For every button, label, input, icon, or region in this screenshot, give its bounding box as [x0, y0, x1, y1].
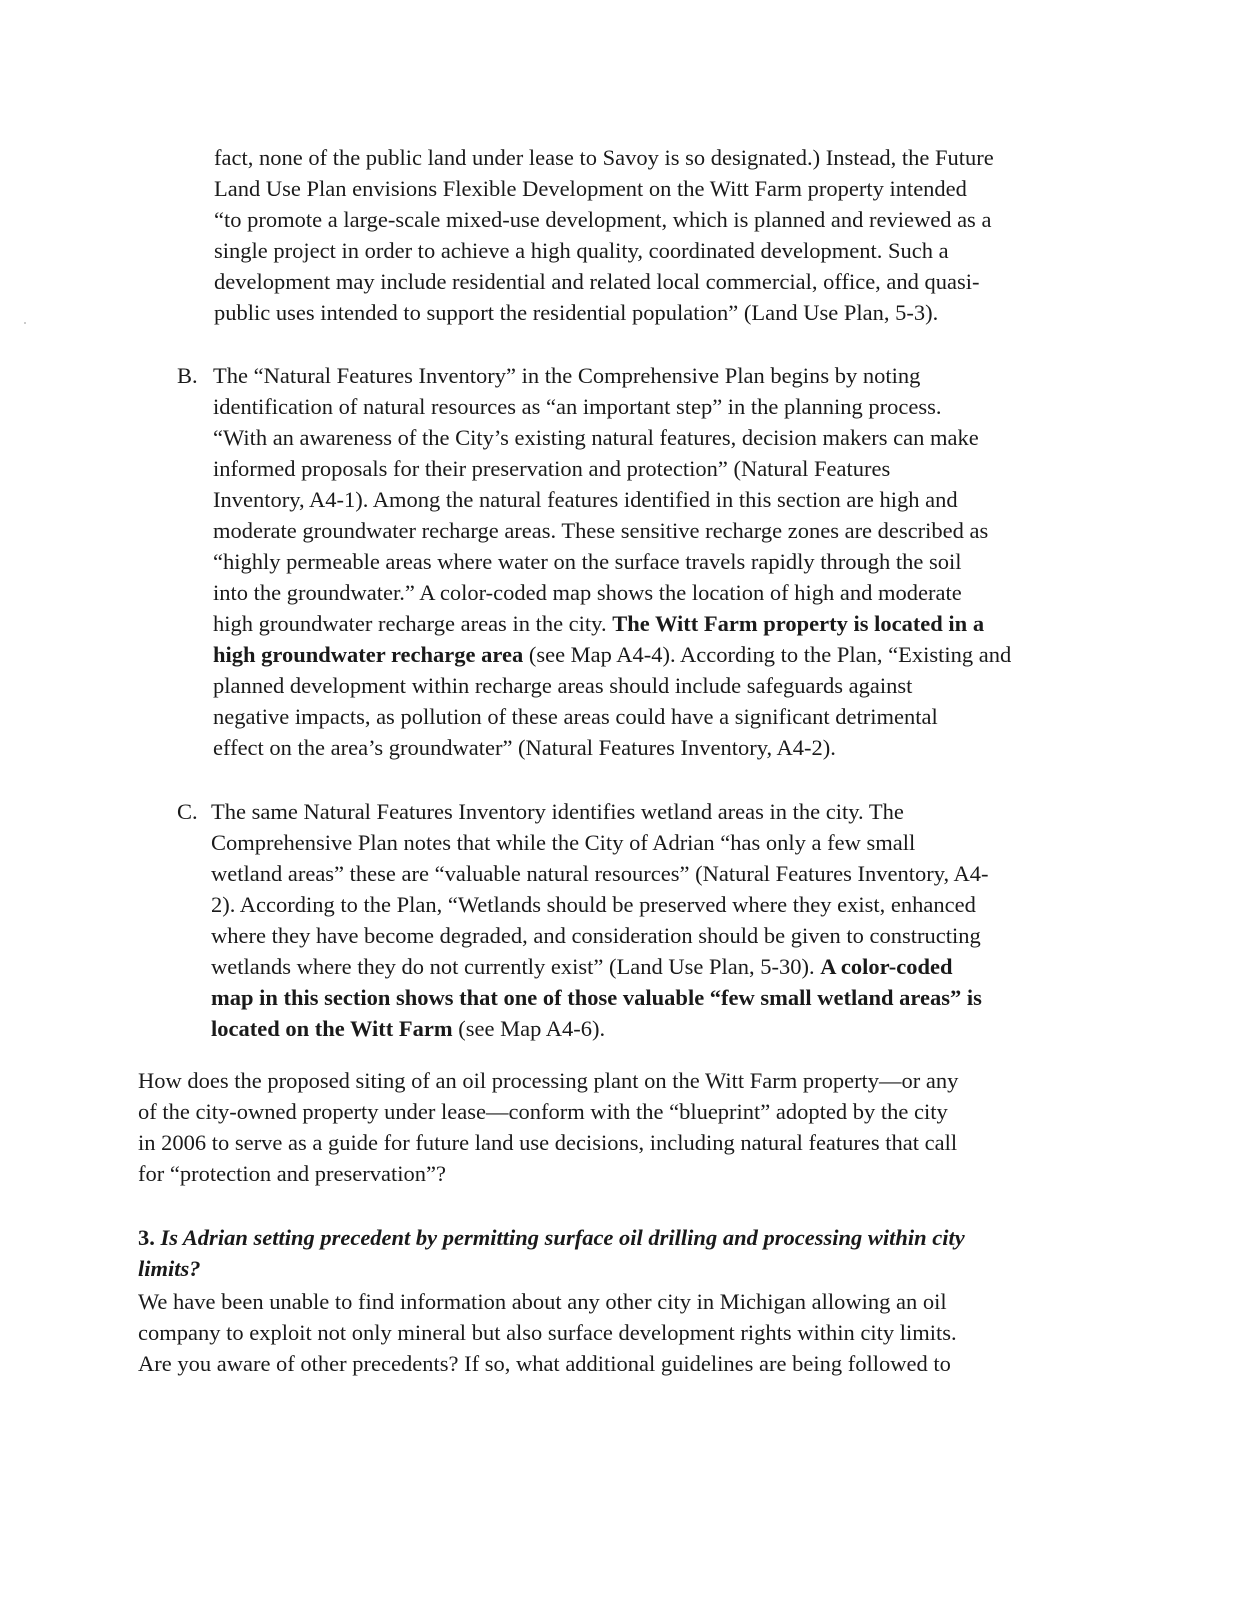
heading-line — [138, 1222, 965, 1253]
text-line: Comprehensive Plan notes that while the City of Adrian “has only a few small — [211, 830, 916, 855]
text-line — [213, 639, 1011, 670]
item-c-paragraph — [211, 796, 989, 1044]
scan-speck — [24, 322, 26, 324]
emphasis-text: A color-coded — [820, 954, 953, 979]
text-line — [211, 982, 989, 1013]
section-number: 3. — [138, 1225, 155, 1250]
text-line: Inventory, A4-1). Among the natural features identified in this section are high and — [213, 487, 958, 512]
text-line: of the city-owned property under lease—conform with the “blueprint” adopted by the city — [138, 1099, 948, 1124]
question-paragraph — [138, 1065, 958, 1189]
text-line: where they have become degraded, and consideration should be given to constructing — [211, 923, 981, 948]
emphasis-text: high groundwater recharge area — [213, 642, 524, 667]
text-line: wetland areas” these are “valuable natural resources” (Natural Features Inventory, A4- — [211, 861, 989, 886]
text-line — [213, 608, 1011, 639]
text-line: “to promote a large-scale mixed-use development, which is planned and reviewed as a — [214, 207, 992, 232]
plain-text: high groundwater recharge areas in the city. — [213, 611, 613, 636]
text-line: We have been unable to find information about any other city in Michigan allowing an oil — [138, 1289, 947, 1314]
text-line: fact, none of the public land under lease to Savoy is so designated.) Instead, the Future — [214, 145, 994, 170]
text-line: Are you aware of other precedents? If so, what additional guidelines are being followed to — [138, 1351, 951, 1376]
text-line: How does the proposed siting of an oil processing plant on the Witt Farm property—or any — [138, 1068, 959, 1093]
text-line: The same Natural Features Inventory identifies wetland areas in the city. The — [211, 799, 904, 824]
emphasis-text: map in this section shows that one of those valuable “few small wetland areas” is — [211, 985, 982, 1010]
text-line: The “Natural Features Inventory” in the Comprehensive Plan begins by noting — [213, 363, 921, 388]
section-title: Is Adrian setting precedent by permitting surface oil drilling and processing within city — [160, 1225, 965, 1250]
plain-text: (see Map A4-4). According to the Plan, “Existing and — [523, 642, 1012, 667]
text-line: into the groundwater.” A color-coded map shows the location of high and moderate — [213, 580, 962, 605]
section-title-continued: limits? — [138, 1256, 201, 1281]
list-marker-c: C. — [177, 799, 198, 824]
text-line: negative impacts, as pollution of these areas could have a significant detrimental — [213, 704, 938, 729]
plain-text: (see Map A4-6). — [452, 1016, 606, 1041]
text-line: development may include residential and related local commercial, office, and quasi- — [214, 269, 980, 294]
text-line: public uses intended to support the residential population” (Land Use Plan, 5-3). — [214, 300, 939, 325]
text-line: effect on the area’s groundwater” (Natural Features Inventory, A4-2). — [213, 735, 836, 760]
text-line: moderate groundwater recharge areas. These sensitive recharge zones are described as — [213, 518, 989, 543]
text-line: in 2006 to serve as a guide for future land use decisions, including natural features that call — [138, 1130, 958, 1155]
emphasis-text: located on the Witt Farm — [211, 1016, 453, 1041]
item-b-paragraph — [213, 360, 1011, 763]
text-line: for “protection and preservation”? — [138, 1161, 446, 1186]
text-line: Land Use Plan envisions Flexible Development on the Witt Farm property intended — [214, 176, 967, 201]
list-marker-b: B. — [177, 363, 198, 388]
text-line: “With an awareness of the City’s existing natural features, decision makers can make — [213, 425, 979, 450]
text-line: 2). According to the Plan, “Wetlands should be preserved where they exist, enhanced — [211, 892, 976, 917]
emphasis-text: The Witt Farm property is located in a — [612, 611, 985, 636]
section-3-heading — [138, 1222, 965, 1284]
text-line: informed proposals for their preservation and protection” (Natural Features — [213, 456, 891, 481]
intro-paragraph — [214, 142, 994, 328]
text-line: planned development within recharge areas should include safeguards against — [213, 673, 913, 698]
text-line — [211, 951, 989, 982]
text-line: company to exploit not only mineral but also surface development rights within city limits. — [138, 1320, 957, 1345]
section-3-paragraph — [138, 1286, 957, 1379]
plain-text: wetlands where they do not currently exist” (Land Use Plan, 5-30). — [211, 954, 821, 979]
text-line: single project in order to achieve a high quality, coordinated development. Such a — [214, 238, 949, 263]
text-line — [211, 1013, 989, 1044]
text-line: identification of natural resources as “an important step” in the planning process. — [213, 394, 942, 419]
text-line: “highly permeable areas where water on the surface travels rapidly through the soil — [213, 549, 962, 574]
